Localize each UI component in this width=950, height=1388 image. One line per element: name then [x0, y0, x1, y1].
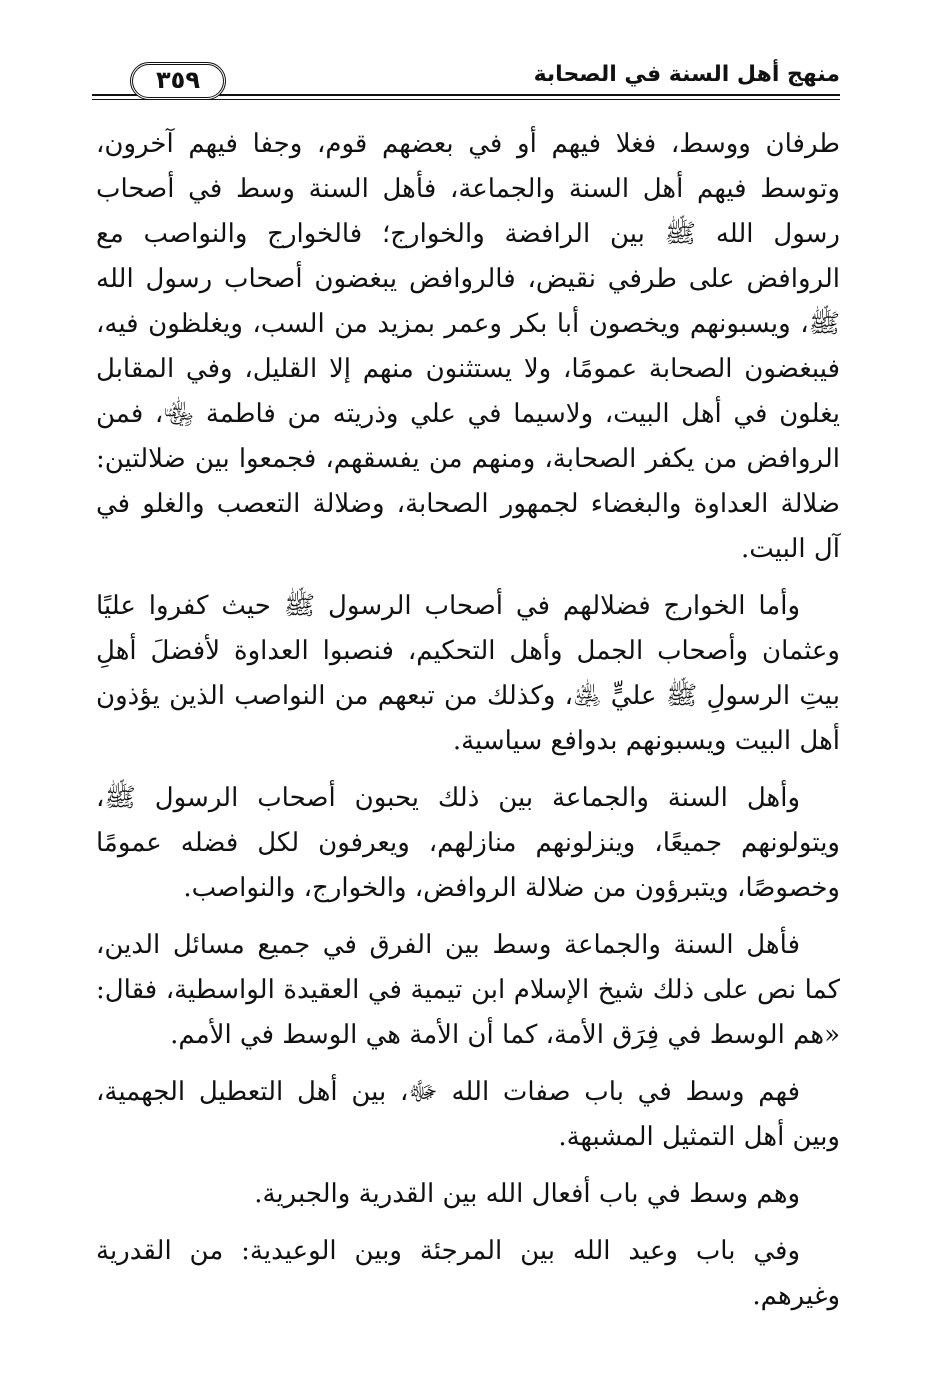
paragraph-7: وفي باب وعيد الله بين المرجئة وبين الوعيدية: من القدرية وغيرهم.: [96, 1236, 840, 1311]
running-title: منهج أهل السنة في الصحابة: [533, 62, 840, 87]
page-header: [92, 56, 840, 106]
paragraph-6: وهم وسط في باب أفعال الله بين القدرية والجبرية.: [254, 1179, 800, 1209]
body-text: [96, 122, 840, 1331]
paragraph-5: فهم وسط في باب صفات الله ﷻ، بين أهل التعطيل الجهمية، وبين أهل التمثيل المشبهة.: [96, 1077, 840, 1152]
paragraph-2: وأما الخوارج فضلالهم في أصحاب الرسول ﷺ حيث كفروا عليًا وعثمان وأصحاب الجمل وأهل التحكيم، فنصبوا العداوة لأفضلَ أهلِ بيتِ الرسولِ ﷺ عليٍّ ﵁، وكذلك من تبعهم من النواصب الذين يؤذون أهل البيت ويسبونهم بدوافع سياسية.: [96, 591, 840, 756]
paragraph-4: فأهل السنة والجماعة وسط بين الفرق في جميع مسائل الدين، كما نص على ذلك شيخ الإسلام ابن تيمية في العقيدة الواسطية، فقال: «هم الوسط في فِرَق الأمة، كما أن الأمة هي الوسط في الأمم.: [96, 930, 840, 1050]
paragraph-3: وأهل السنة والجماعة بين ذلك يحبون أصحاب الرسول ﷺ، ويتولونهم جميعًا، وينزلونهم منازلهم، ويعرفون لكل فضله عمومًا وخصوصًا، ويتبرؤون من ضلالة الروافض، والخوارج، والنواصب.: [96, 783, 840, 903]
page-number: ٣٥٩: [130, 62, 226, 100]
paragraph-1: طرفان ووسط، فغلا فيهم أو في بعضهم قوم، وجفا فيهم آخرون، وتوسط فيهم أهل السنة والجماعة، فأهل السنة وسط في أصحاب رسول الله ﷺ بين الرافضة والخوارج؛ فالخوارج والنواصب مع الروافض على طرفي نقيض، فالروافض يبغضون أصحاب رسول الله ﷺ، ويسبونهم ويخصون أبا بكر وعمر بمزيد من السب، ويغلظون فيه، فيبغضون الصحابة عمومًا، ولا يستثنون منهم إلا القليل، وفي المقابل يغلون في أهل البيت، ولاسيما في علي وذريته من فاطمة ﵄، فمن الروافض من يكفر الصحابة، ومنهم من يفسقهم، فجمعوا بين ضلالتين: ضلالة العداوة والبغضاء لجمهور الصحابة، وضلالة التعصب والغلو في آل البيت.: [96, 129, 840, 564]
